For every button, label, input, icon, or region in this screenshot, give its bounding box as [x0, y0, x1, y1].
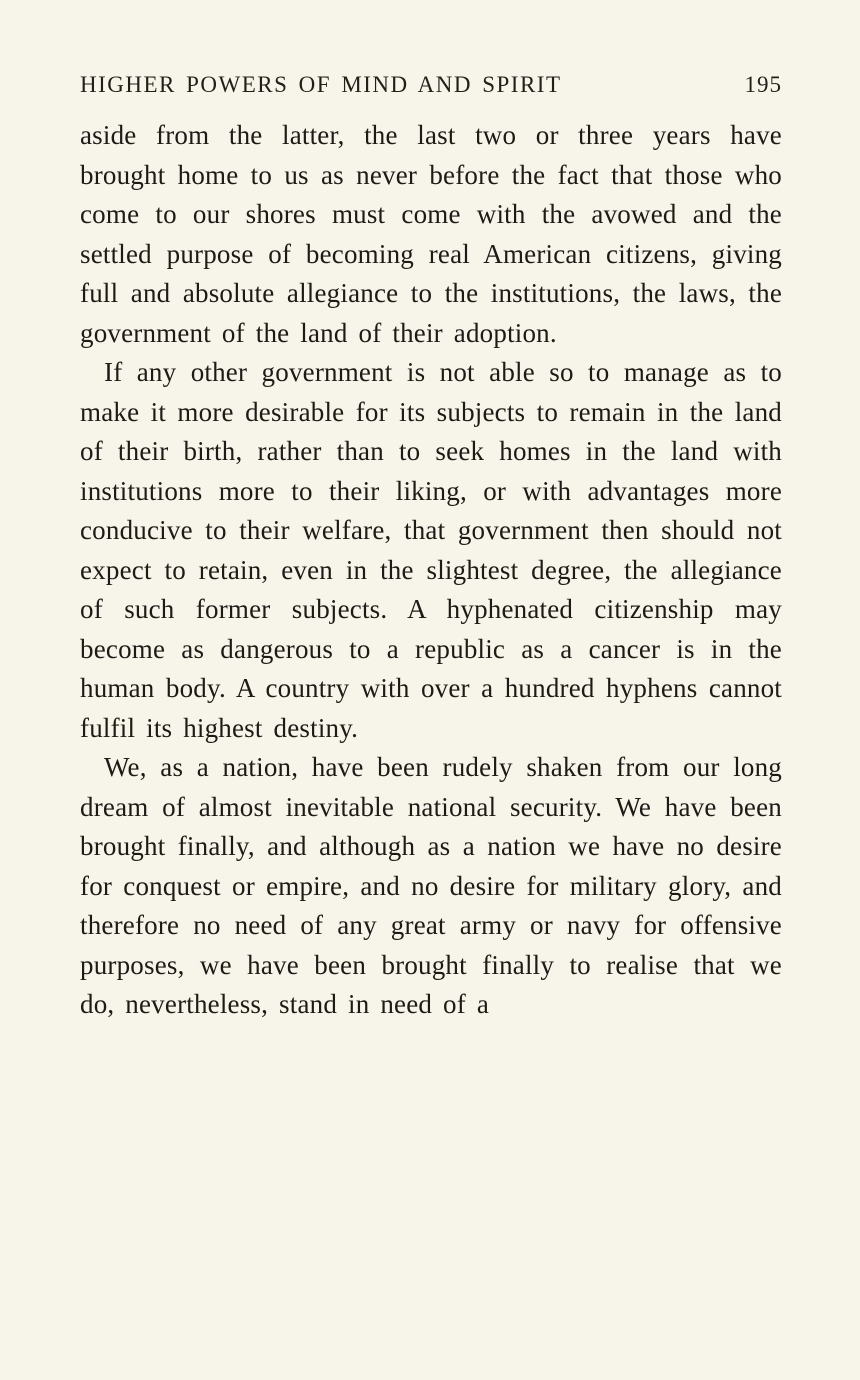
page-number: 195	[744, 72, 782, 97]
running-header	[80, 72, 782, 98]
header-title: HIGHER POWERS OF MIND AND SPIRIT	[80, 72, 562, 97]
paragraph: We, as a nation, have been rudely shaken from our long dream of almost inevitable national security. We have been brought finally, and although as a nation we have no desire for conquest or empire, and no desire for military glory, and therefore no need of any great army or navy for offensive purposes, we have been brought finally to realise that we do, nevertheless, stand in need of a	[80, 752, 782, 1019]
paragraph: If any other government is not able so to manage as to make it more desirable for its subjects to remain in the land of their birth, rather than to seek homes in the land with institutions more to their liking, or with advantages more conducive to their welfare, that government then should not expect to retain, even in the slightest degree, the allegiance of such former subjects. A hyphenated citizenship may become as dangerous to a republic as a cancer is in the human body. A country with over a hundred hyphens cannot fulfil its highest destiny.	[80, 357, 782, 743]
paragraph-continuation: aside from the latter, the last two or three years have brought home to us as never before the fact that those who come to our shores must come with the avowed and the settled purpose of becoming real American citizens, giving full and absolute allegiance to the institutions, the laws, the government of the land of their adoption.	[80, 120, 782, 348]
body-text	[80, 116, 782, 1025]
